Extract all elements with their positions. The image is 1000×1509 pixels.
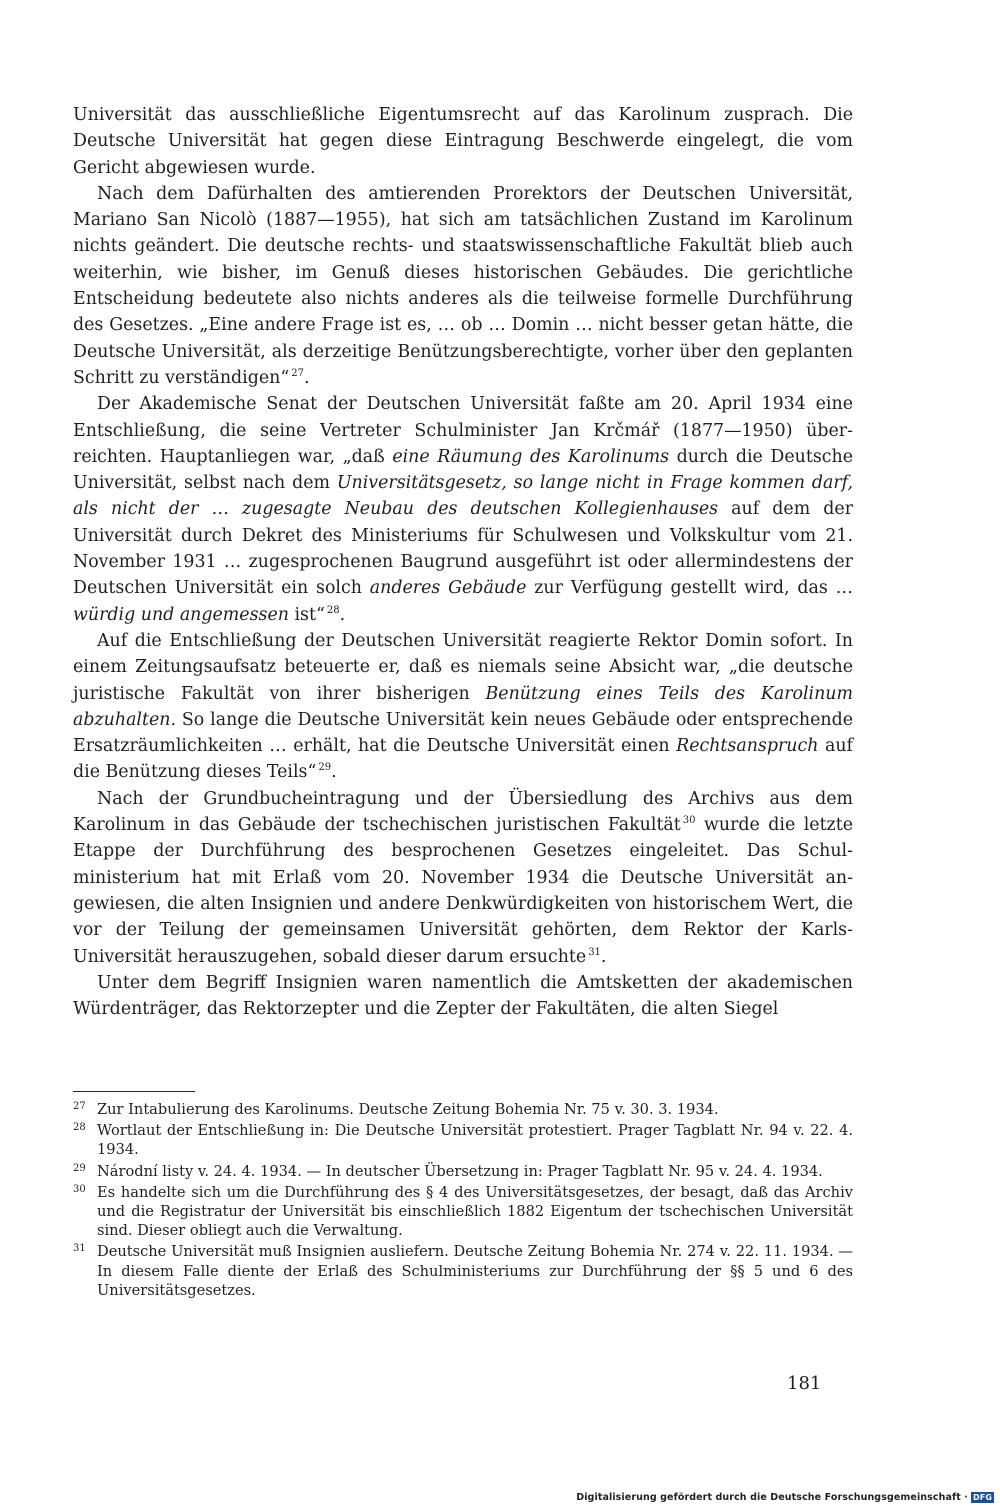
footnote-31 — [73, 1242, 853, 1300]
paragraph-6 — [73, 970, 853, 1023]
paragraph-5: Nach der Grundbucheintragung und der Übersiedlung des Archivs aus dem Karolinum in das Gebäude der tschechischen juristischen Fakultät $^{30}$ wurde die letzte Etappe der Durchführung des besprochenen Gesetzes eingeleitet. Das Schulministerium hat mit Erlaß vom 20. November 1934 die Deutsche Universität angewiesen, die alten Insignien und andere Denkwürdigkeiten von historischem Wert, die vor der Teilung der gemeinsamen Universität gehörten, dem Rektor der Karls-Universität herauszugehen, sobald dieser darum ersuchte $^{31}$. — [73, 788, 853, 967]
paragraph-1 — [73, 102, 853, 181]
footnote-text: Deutsche Universität muß Insignien ausliefern. Deutsche Zeitung Bohemia Nr. 274 v. 22. 11. 1934. — In diesem Falle diente der Erlaß des Schulministeriums zur Durchführung der §§ 5 und 6 des Universitätsgesetzes. — [97, 1243, 853, 1299]
footnote-27 — [73, 1100, 853, 1119]
paragraph-3-emphasis: Universitätsgesetz, so lange nicht in Frage kommen darf, als nicht der … zugesagte Neubau des deutschen Kollegienhauses — [73, 473, 853, 520]
footnote-28 — [73, 1121, 853, 1159]
paragraph-3-text: Der Akademische Senat der Deutschen Universität faßte am 20. April 1934 eine Entschließung, die seine Vertreter Schulminister Jan Krčmář (1877—1950) überreichten. Hauptanliegen war, „daß — [73, 394, 853, 467]
main-text — [73, 102, 853, 1022]
footnote-number: 30 — [73, 1183, 86, 1195]
footnote-number: 27 — [73, 1101, 86, 1112]
dfg-logo-icon: DFG — [973, 1493, 992, 1502]
paragraph-4-emphasis: Rechtsanspruch — [676, 736, 819, 757]
footnote-29 — [73, 1162, 853, 1181]
paragraph-5-text: wurde die letzte Etappe der Durchführung des besprochenen Gesetzes eingeleitet. Das Schulministerium hat mit Erlaß vom 20. November 1934 die Deutsche Universität angewiesen, die alten Insignien und andere Denkwürdigkeiten von historischem Wert, die vor der Teilung der gemeinsamen Universität gehörten, dem Rektor der Karls-Universität herauszugehen, sobald dieser darum ersuchte — [73, 815, 853, 967]
footnote-ref-29[interactable]: 29 — [318, 762, 332, 774]
paragraph-2-text: Nach dem Dafürhalten des amtierenden Prorektors der Deutschen Universität, Mariano San Nicolò (1887—1955), hat sich am tatsächlichen Zustand im Karolinum nichts geändert. Die deutsche rechts- und staatswissenschaftliche Fakultät blieb auch weiterhin, wie bisher, im Genuß dieses historischen Gebäudes. Die gerichtliche Entscheidung bedeutete also nichts anderes als die teilweise formelle Durchführung des Gesetzes. „Eine andere Frage ist es, … ob … Domin … nicht besser getan hätte, die Deutsche Universität, als derzeitige Benützungsberechtigte, vorher über den geplanten Schritt zu verständigen“ — [73, 183, 853, 388]
paragraph-4-emphasis: Benützung eines Teils des Karolinum abzuhalten. — [73, 683, 853, 730]
paragraph-6-text: Unter dem Begriff Insignien waren namentlich die Amtsketten der akademischen Würdenträger, das Rektorzepter und die Zepter der Fakultäten, die alten Siegel — [73, 972, 853, 1020]
paragraph-3-emphasis: eine Räumung des Karolinums — [392, 446, 670, 467]
paragraph-3-emphasis: anderes Gebäude — [369, 578, 527, 599]
paragraph-4-text: Auf die Entschließung der Deutschen Universität reagierte Rektor Domin sofort. In einem Zeitungsaufsatz beteuerte er, daß es niemals seine Absicht war, „die deutsche juristische Fakultät von ihrer bisherigen — [73, 630, 853, 704]
footnotes — [73, 1100, 853, 1302]
paragraph-3-emphasis: würdig und angemessen — [73, 604, 289, 625]
paragraph-1-text: Universität das ausschließliche Eigentumsrecht auf das Karolinum zusprach. Die Deutsche Universität hat gegen diese Eintragung Beschwerde eingelegt, die vom Gericht abgewiesen wurde. — [73, 105, 853, 178]
footnote-text: Es handelte sich um die Durchführung des § 4 des Universitätsgesetzes, der besagt, daß das Archiv und die Registratur der Universität bis einschließlich 1882 Eigentum der tschechischen Universität sind. Dieser obliegt auch die Verwaltung. — [97, 1183, 853, 1240]
footnote-divider — [73, 1091, 195, 1092]
page-number: 181 — [787, 1373, 822, 1394]
footnote-ref-30[interactable]: 30 — [682, 815, 696, 827]
footnote-number: 28 — [73, 1122, 86, 1134]
paragraph-4-text: So lange die Deutsche Universität kein neues Gebäude oder entsprechende Ersatzräumlichkeiten … erhält, hat die Deutsche Universität einen — [73, 709, 853, 757]
paragraph-3: Der Akademische Senat der Deutschen Universität faßte am 20. April 1934 eine Entschließung, die seine Vertreter Schulminister Jan Krčmář (1877—1950) überreichten. Hauptanliegen war, „daß eine Räumung des Karolinums durch die Deutsche Universität, selbst nach dem Universitätsgesetz, so lange nicht in Frage kommen darf, als nicht der … zugesagte Neubau des deutschen Kollegienhauses auf dem der Universität durch Dekret des Ministeriums für Schulwesen und Volkskultur vom 21. November 1931 … zugesprochenen Baugrund ausgeführt ist oder allermindestens der Deutschen Universität ein solch anderes Gebäude zur Verfügung gestellt wird, das … würdig und angemessen ist“ $^{28}$. — [73, 394, 854, 625]
footnote-number: 29 — [73, 1162, 86, 1174]
paragraph-3-text: auf dem der Universität durch Dekret des Ministeriums für Schulwesen und Volkskultur vom 21. November 1931 … zugesprochenen Baugrund ausgeführt ist oder allermindestens der Deutschen Universität ein solch — [73, 499, 854, 599]
paragraph-4: Auf die Entschließung der Deutschen Universität reagierte Rektor Domin sofort. In einem Zeitungsaufsatz beteuerte er, daß es niemals seine Absicht war, „die deutsche juristische Fakultät von ihrer bisherigen Benützung eines Teils des Karolinum abzuhalten. So lange die Deutsche Universität kein neues Gebäude oder entsprechende Ersatzräumlichkeiten … erhält, hat die Deutsche Universität einen Rechtsanspruch auf die Benützung dieses Teils“ $^{29}$. — [73, 630, 853, 783]
footnote-ref-27[interactable]: 27 — [291, 367, 304, 379]
footnote-text: Wortlaut der Entschließung in: Die Deutsche Universität protestiert. Prager Tagblatt Nr. 94 v. 22. 4. 1934. — [97, 1122, 853, 1159]
paragraph-4-text: auf die Benützung dieses Teils“ — [73, 736, 853, 783]
paragraph-5-text: Nach der Grundbucheintragung und der Übersiedlung des Archivs aus dem Karolinum in das Gebäude der tschechischen juristischen Fakultät — [73, 788, 853, 836]
paragraph-3-text: ist“ — [288, 604, 325, 625]
credit-text: Digitalisierung gefördert durch die Deutsche Forschungsgemeinschaft · — [576, 1492, 969, 1503]
paragraph-2: Nach dem Dafürhalten des amtierenden Prorektors der Deutschen Universität, Mariano San Nicolò (1887—1955), hat sich am tatsächlichen Zustand im Karolinum nichts geändert. Die deutsche rechts- und staatswissenschaftliche Fakultät blieb auch weiterhin, wie bisher, im Genuß dieses historischen Gebäudes. Die gerichtliche Entscheidung bedeutete also nichts anderes als die teilweise formelle Durchführung des Gesetzes. „Eine andere Frage ist es, … ob … Domin … nicht besser getan hätte, die Deutsche Universität, als derzeitige Benützungsberechtigte, vorher über den geplanten Schritt zu verständigen“ $^{27}$. — [73, 183, 853, 388]
paragraph-3-text: durch die Deutsche Universität, selbst nach dem — [73, 446, 853, 494]
footnote-text: Národní listy v. 24. 4. 1934. — In deutscher Übersetzung in: Prager Tagblatt Nr. 95 v. 24. 4. 1934. — [97, 1162, 823, 1180]
footnote-ref-31[interactable]: 31 — [588, 946, 601, 958]
footnote-30 — [73, 1183, 853, 1241]
paragraph-3-text: zur Verfügung gestellt wird, das … — [526, 578, 853, 599]
digitization-credit — [576, 1492, 994, 1503]
footnote-text: Zur Intabulierung des Karolinums. Deutsche Zeitung Bohemia Nr. 75 v. 30. 3. 1934. — [97, 1101, 719, 1118]
footnote-ref-28[interactable]: 28 — [326, 604, 340, 616]
footnote-number: 31 — [73, 1243, 86, 1255]
